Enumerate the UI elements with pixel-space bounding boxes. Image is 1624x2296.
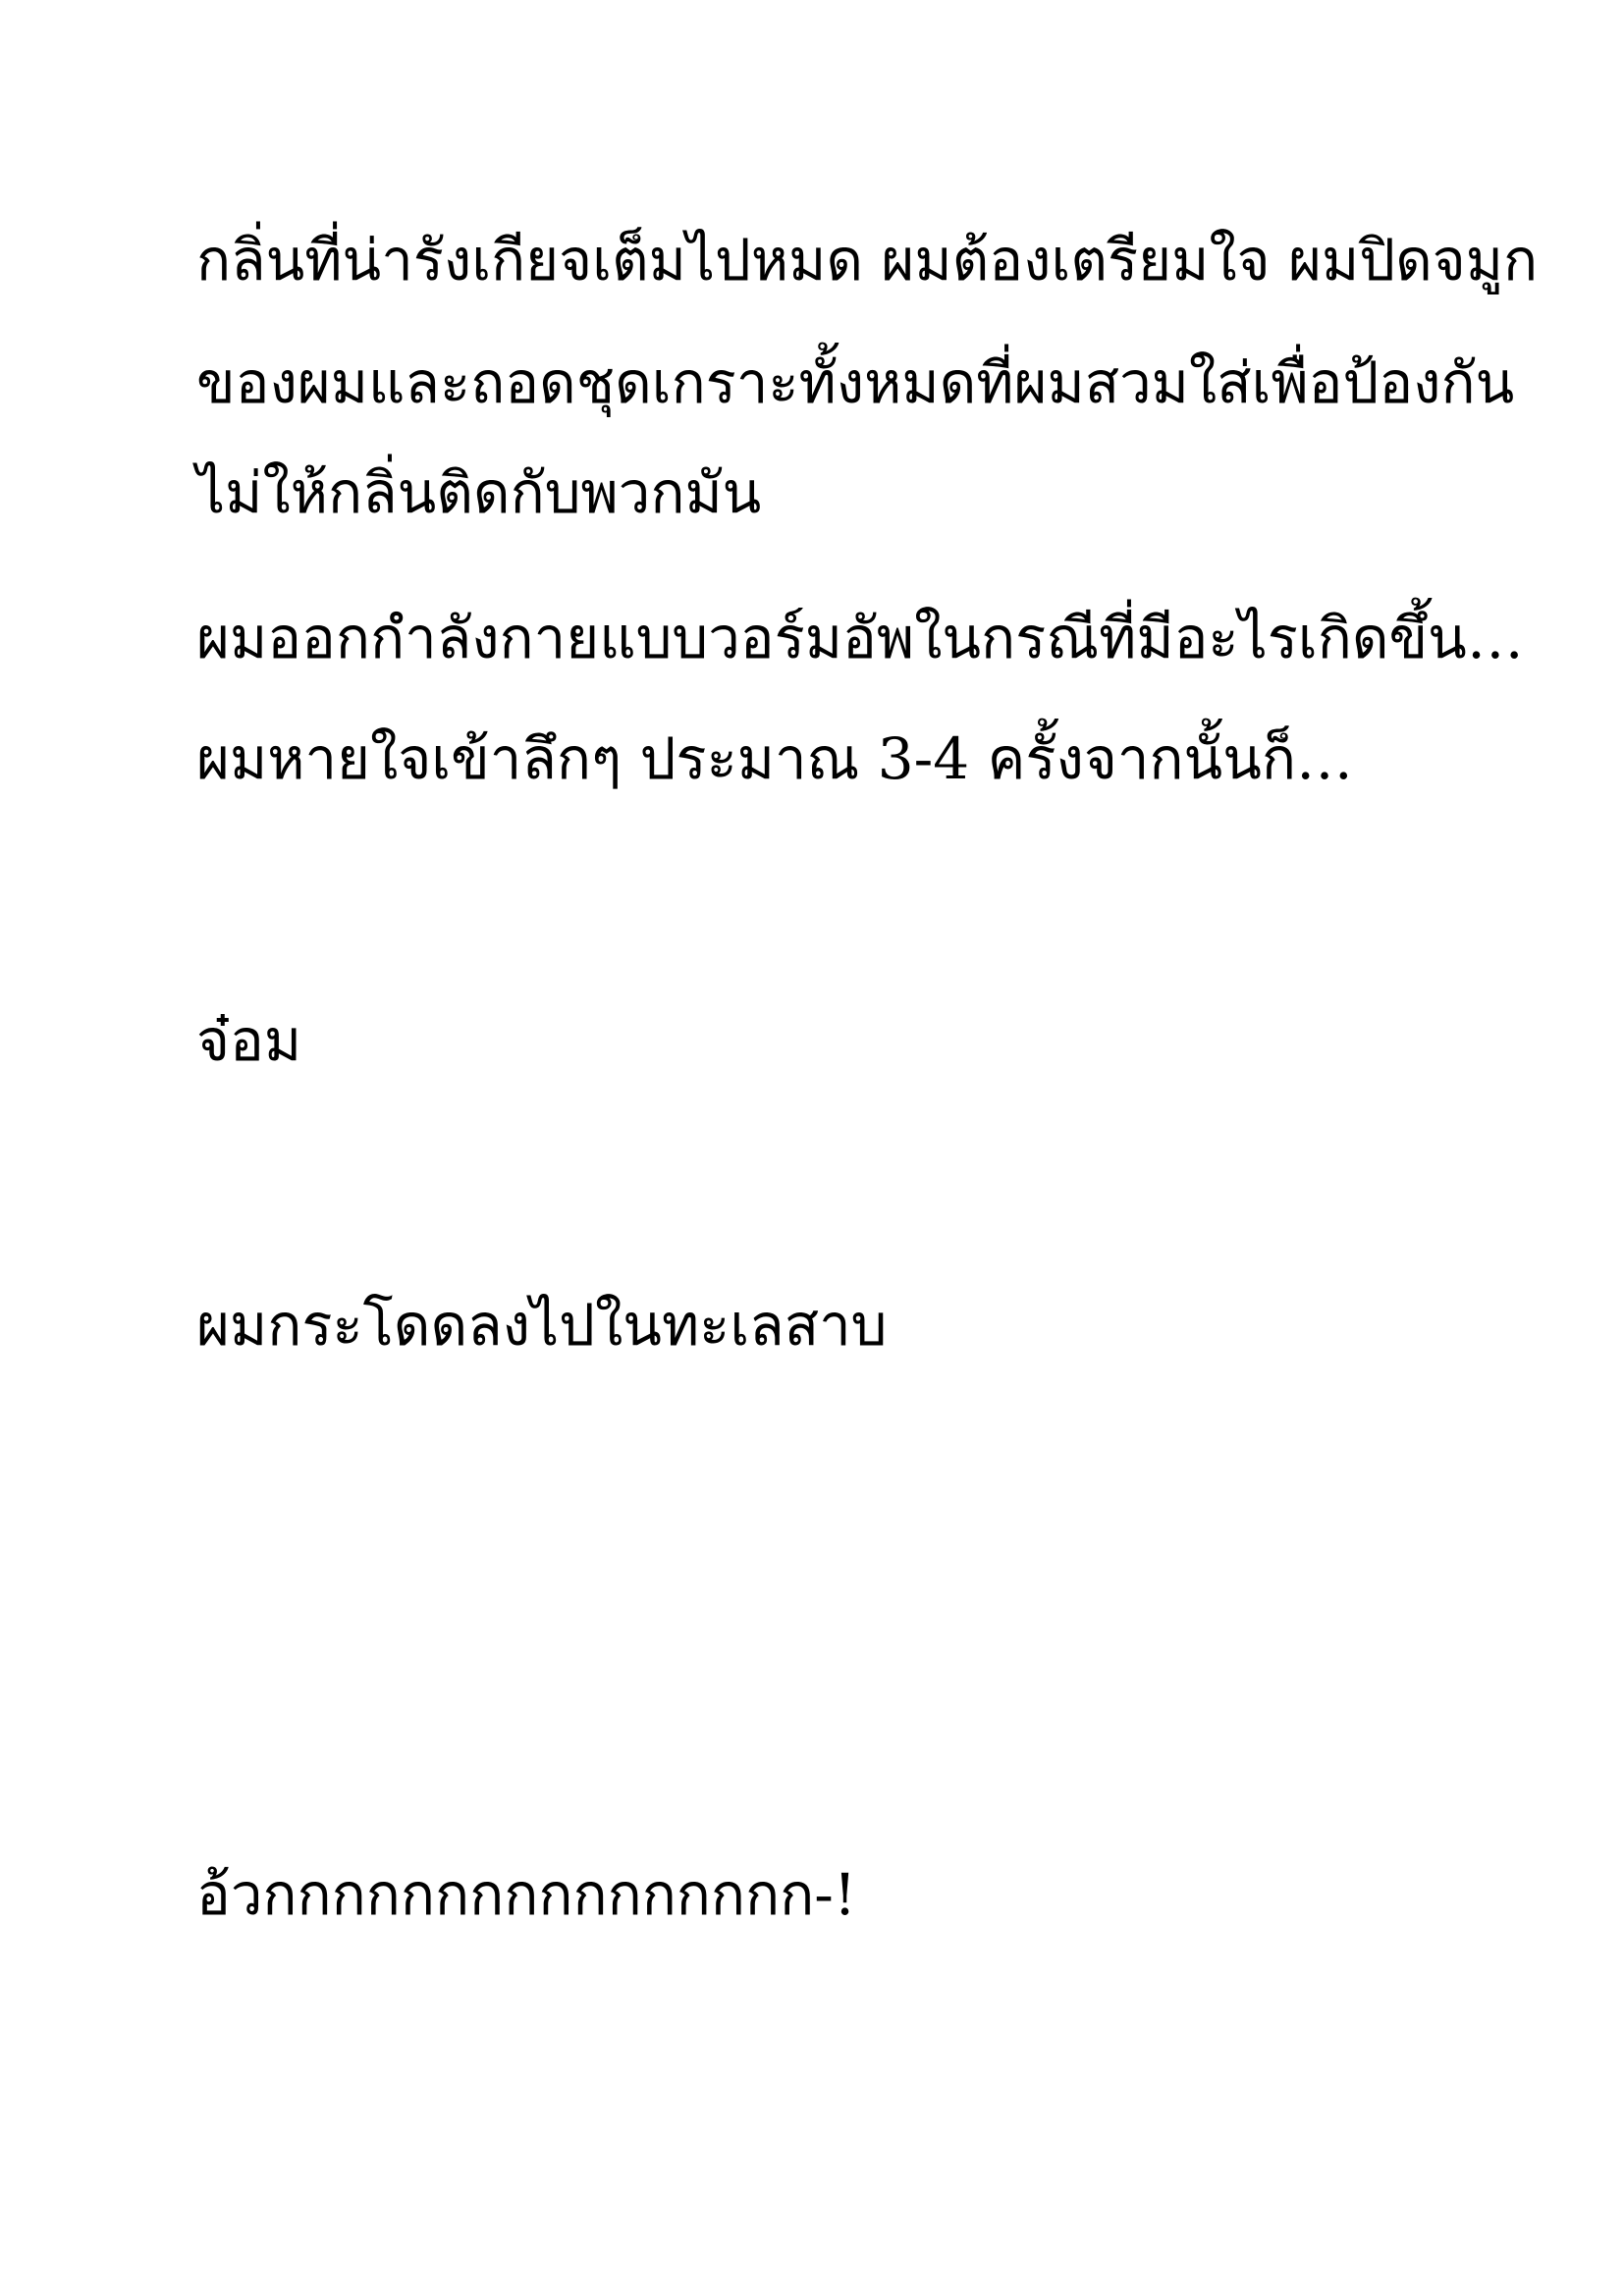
paragraph-1-line-3: ไม่ให้กลิ่นติดกับพวกมัน	[196, 459, 762, 526]
sound-effect-text: จ๋อม	[196, 1007, 302, 1074]
paragraph-2-line-1: ผมออกกำลังกายแบบวอร์มอัพในกรณีที่มีอะไรเกิดขึ้น…	[196, 605, 1524, 671]
paragraph-1-line-2: ของผมและถอดชุดเกราะทั้งหมดที่ผมสวมใส่เพื่อป้องกัน	[196, 349, 1515, 416]
action-line: ผมกระโดดลงไปในทะเลสาบ	[196, 1292, 888, 1359]
exclamation-text: อ้วกกกกกกกกกกกกกกกก-!	[196, 1861, 857, 1928]
paragraph-2-line-2: ผมหายใจเข้าลึกๆ ประมาณ 3-4 ครั้งจากนั้นก็…	[196, 725, 1353, 792]
paragraph-1-line-1: กลิ่นที่น่ารังเกียจเต็มไปหมด ผมต้องเตรียมใจ ผมปิดจมูก	[196, 227, 1539, 294]
